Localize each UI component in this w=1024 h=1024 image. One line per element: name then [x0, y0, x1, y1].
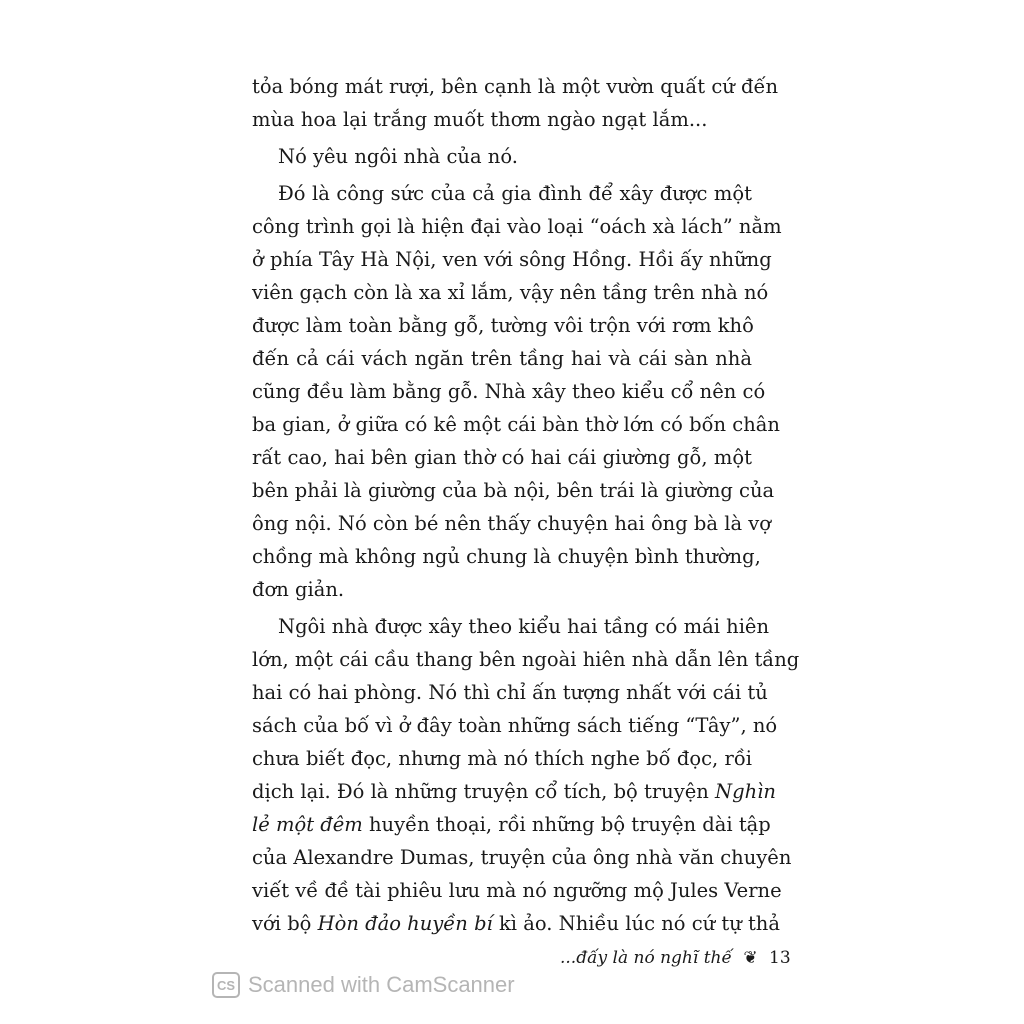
page-footer [560, 948, 791, 968]
paragraph-line: Ngôi nhà được xây theo kiểu hai tầng có mái hiên [278, 615, 770, 638]
leaf-ornament-icon: ❦ [743, 948, 758, 968]
text-line: đơn giản. [252, 578, 345, 601]
text-line [252, 907, 780, 940]
text-line [252, 775, 776, 808]
text-line: hai có hai phòng. Nó thì chỉ ấn tượng nhất với cái tủ [252, 681, 768, 704]
camscanner-watermark [212, 972, 515, 998]
text-line: đến cả cái vách ngăn trên tầng hai và cái sàn nhà [252, 347, 752, 370]
text-line: viết về đề tài phiêu lưu mà nó ngưỡng mộ Jules Verne [252, 879, 782, 902]
text-line: bên phải là giường của bà nội, bên trái là giường của [252, 479, 775, 502]
text-line: sách của bố vì ở đây toàn những sách tiếng “Tây”, nó [252, 714, 778, 737]
text-line: công trình gọi là hiện đại vào loại “oách xà lách” nằm [252, 215, 782, 238]
text-line: được làm toàn bằng gỗ, tường vôi trộn với rơm khô [252, 314, 754, 337]
text-line: ông nội. Nó còn bé nên thấy chuyện hai ông bà là vợ [252, 512, 772, 535]
book-title-italic: Nghìn [715, 780, 776, 803]
text-line: ở phía Tây Hà Nội, ven với sông Hồng. Hồi ấy những [252, 248, 772, 271]
text-line: tỏa bóng mát rượi, bên cạnh là một vườn quất cứ đến [252, 75, 779, 98]
book-title-italic: Hòn đảo huyền bí [317, 912, 493, 935]
page-number: 13 [769, 948, 791, 968]
text-segment: dịch lại. Đó là những truyện cổ tích, bộ truyện [252, 780, 716, 803]
text-segment: với bộ [252, 912, 318, 935]
text-line: chưa biết đọc, nhưng mà nó thích nghe bố đọc, rồi [252, 747, 752, 770]
watermark-text: Scanned with CamScanner [248, 972, 515, 997]
text-line: mùa hoa lại trắng muốt thơm ngào ngạt lắm... [252, 108, 708, 131]
text-line: chồng mà không ngủ chung là chuyện bình thường, [252, 545, 761, 568]
camscanner-logo-icon: CS [212, 972, 240, 998]
text-segment: huyền thoại, rồi những bộ truyện dài tập [362, 813, 771, 836]
paragraph-line: Nó yêu ngôi nhà của nó. [278, 145, 518, 168]
text-line: lớn, một cái cầu thang bên ngoài hiên nhà dẫn lên tầng [252, 648, 800, 671]
text-line: ba gian, ở giữa có kê một cái bàn thờ lớn có bốn chân [252, 413, 780, 436]
text-line: rất cao, hai bên gian thờ có hai cái giường gỗ, một [252, 446, 752, 469]
running-title: ...đấy là nó nghĩ thế [560, 948, 732, 968]
paragraph-line: Đó là công sức của cả gia đình để xây được một [278, 182, 752, 205]
book-title-italic: lẻ một đêm [252, 813, 363, 836]
text-line: của Alexandre Dumas, truyện của ông nhà văn chuyên [252, 846, 792, 869]
text-segment: kì ảo. Nhiều lúc nó cứ tự thả [492, 912, 780, 935]
text-line [252, 808, 771, 841]
text-line: cũng đều làm bằng gỗ. Nhà xây theo kiểu cổ nên có [252, 380, 766, 403]
body-text [252, 70, 800, 940]
text-line: viên gạch còn là xa xỉ lắm, vậy nên tầng trên nhà nó [252, 281, 769, 304]
